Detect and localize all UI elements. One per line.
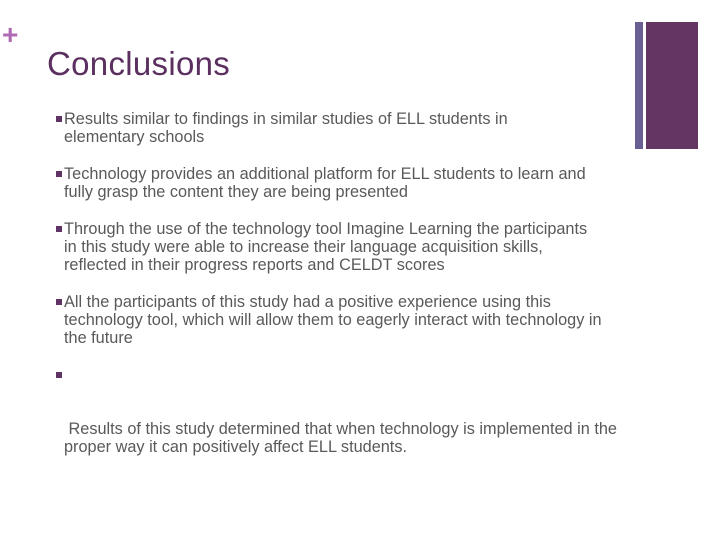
bullet-text: Results of this study determined that when technology is implemented in the proper way it can positively affect ELL students. — [64, 420, 622, 456]
bullet-item — [55, 220, 594, 274]
bullet-item — [55, 165, 604, 201]
bullet-square-icon — [56, 299, 62, 305]
bullet-square-icon — [56, 171, 62, 177]
bullet-list — [55, 110, 655, 492]
bullet-item — [55, 293, 624, 347]
bullet-square-icon — [56, 226, 62, 232]
plus-icon: + — [2, 19, 19, 50]
bullet-square-icon — [56, 372, 62, 378]
bullet-text: Technology provides an additional platform for ELL students to learn and fully grasp the content they are being presented — [64, 165, 586, 201]
bullet-text: All the participants of this study had a positive experience using this technology tool, which will allow them to eagerly interact with technology in the future — [64, 293, 602, 347]
bullet-item — [55, 366, 654, 492]
bullet-text: Through the use of the technology tool Imagine Learning the participants in this study were able to increase their language acquisition skills, reflected in their progress reports and CELDT scores — [64, 220, 588, 274]
slide-title: Conclusions — [47, 45, 231, 82]
bullet-text: Results similar to findings in similar studies of ELL students in elementary schools — [64, 110, 508, 146]
bullet-square-icon — [56, 116, 62, 122]
bullet-item — [55, 110, 584, 146]
